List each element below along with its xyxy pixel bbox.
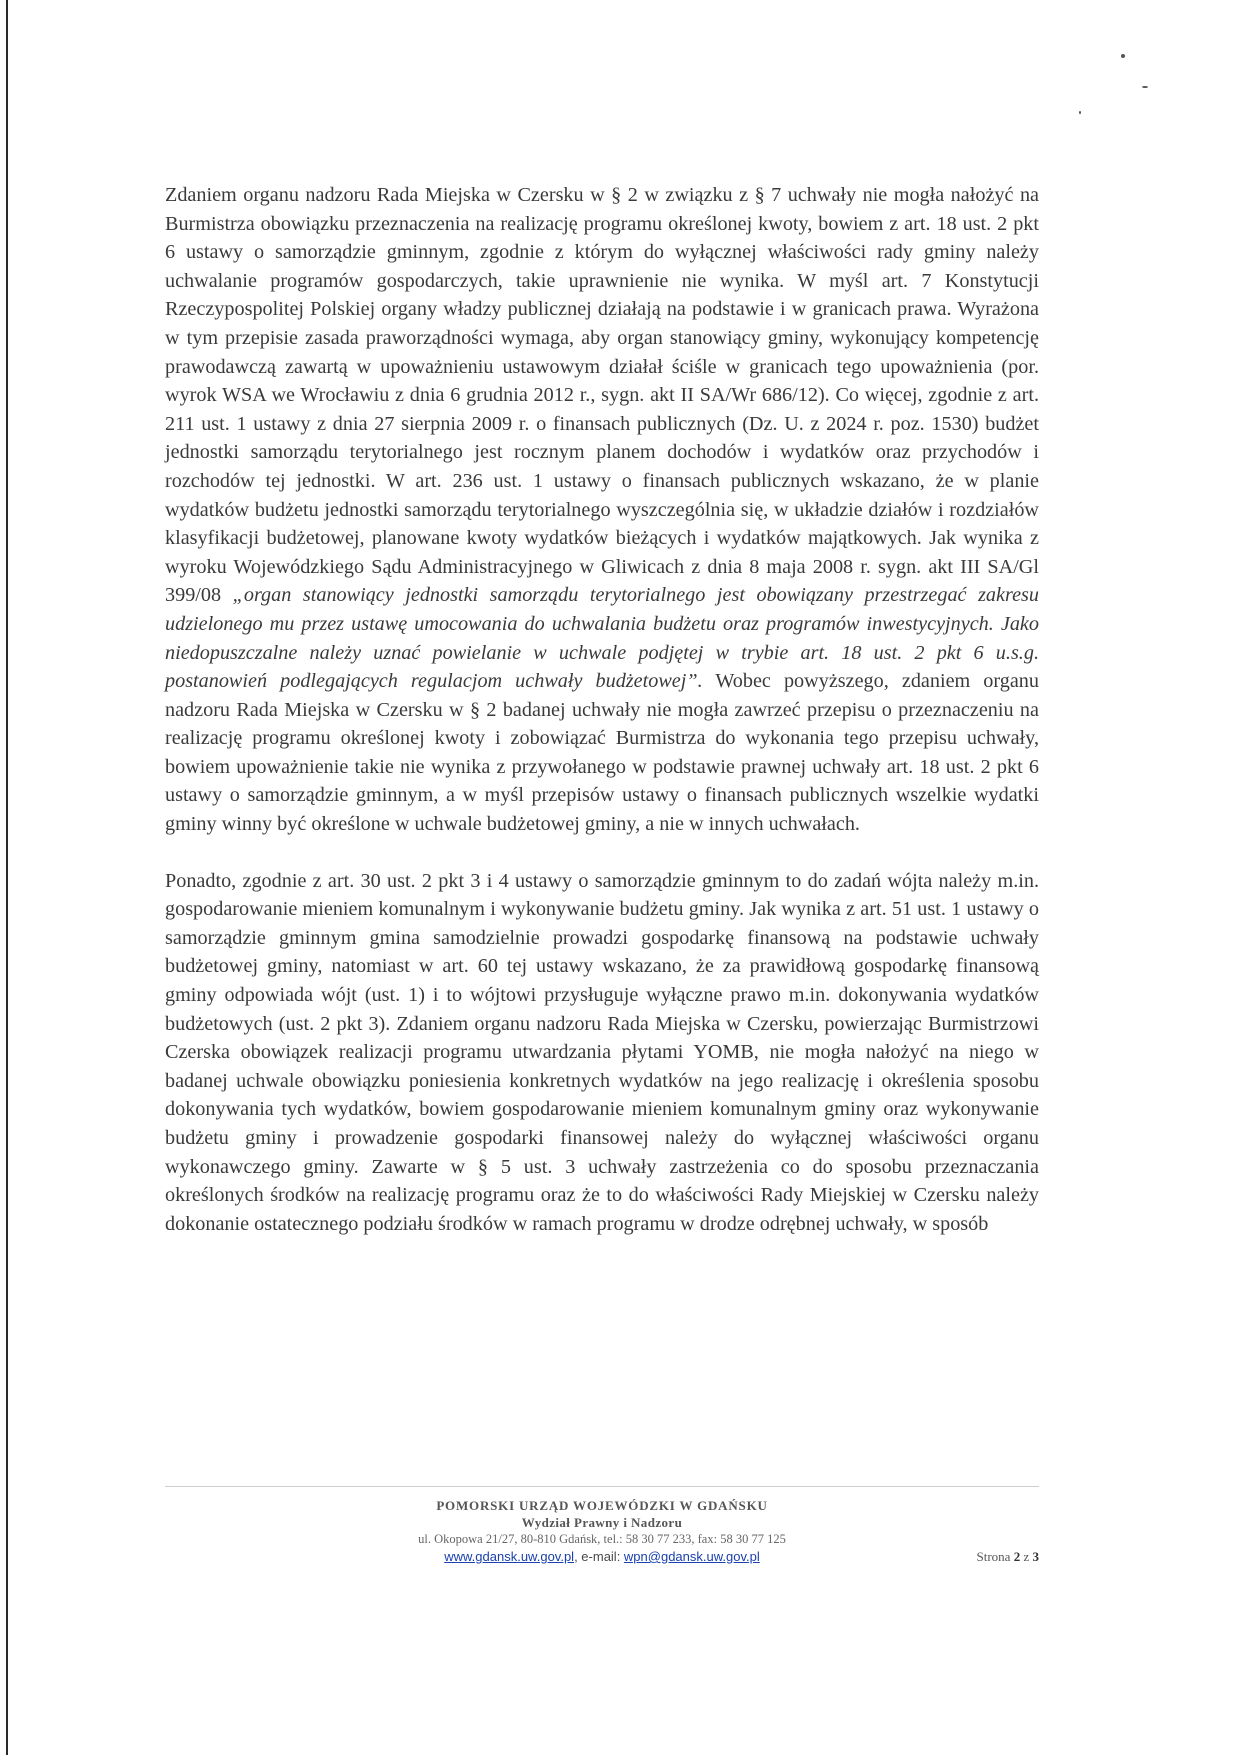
contact-links — [165, 1548, 1039, 1565]
scan-speck — [1121, 54, 1125, 58]
scan-speck — [1079, 111, 1081, 114]
scan-edge — [6, 0, 8, 1755]
paragraph-text: Zdaniem organu nadzoru Rada Miejska w Czersku w § 2 w związku z § 7 uchwały nie mogła nałożyć na Burmistrza obowiązku przeznaczenia na realizację programu określonej kwoty, bowiem z art. 18 ust. 2 pkt 6 ustawy o samorządzie gminnym, zgodnie z którym do wyłącznej właściwości rady gminy należy uchwalanie programów gospodarczych, takie uprawnienie nie wynika. W myśl art. 7 Konstytucji Rzeczypospolitej Polskiej organy władzy publicznej działają na podstawie i w granicach prawa. Wyrażona w tym przepisie zasada praworządności wymaga, aby organ stanowiący gminy, wykonujący kompetencję prawodawczą zawartą w upoważnieniu ustawowym działał ściśle w granicach tego upoważnienia (por. wyrok WSA we Wrocławiu z dnia 6 grudnia 2012 r., sygn. akt II SA/Wr 686/12). Co więcej, zgodnie z art. 211 ust. 1 ustawy z dnia 27 sierpnia 2009 r. o finansach publicznych (Dz. U. z 2024 r. poz. 1530) budżet jednostki samorządu terytorialnego jest rocznym planem dochodów i wydatków oraz przychodów i rozchodów tej jednostki. W art. 236 ust. 1 ustawy o finansach publicznych wskazano, że w planie wydatków budżetu jednostki samorządu terytorialnego wyszczególnia się, w układzie działów i rozdziałów klasyfikacji budżetowej, planowane kwoty wydatków bieżących i wydatków majątkowych. Jak wynika z wyroku Wojewódzkiego Sądu Administracyjnego w Gliwicach z dnia 8 maja 2008 r. sygn. akt III SA/Gl 399/08 — [165, 184, 1039, 607]
page-number: Strona 2 z 3 — [976, 1549, 1039, 1564]
office-name: POMORSKI URZĄD WOJEWÓDZKI W GDAŃSKU — [436, 1498, 768, 1513]
department-name: Wydział Prawny i Nadzoru — [521, 1515, 683, 1530]
paragraph: Ponadto, zgodnie z art. 30 ust. 2 pkt 3 i 4 ustawy o samorządzie gminnym to do zadań wójta należy m.in. gospodarowanie mieniem komunalnym i wykonywanie budżetu gminy. Jak wynika z art. 51 ust. 1 ustawy o samorządzie gminnym gmina samodzielnie prowadzi gospodarkę finansową na podstawie uchwały budżetowej gminy, natomiast w art. 60 tej ustawy wskazano, że za prawidłową gospodarkę finansową gminy odpowiada wójt (ust. 1) i to wójtowi przysługuje wyłączne prawo m.in. dokonywania wydatków budżetowych (ust. 2 pkt 3). Zdaniem organu nadzoru Rada Miejska w Czersku, powierzając Burmistrzowi Czerska obowiązek realizacji programu utwardzania płytami YOMB, nie mogła nałożyć na niego w badanej uchwale obowiązku poniesienia konkretnych wydatków na jego realizację i określenia sposobu dokonywania tych wydatków, bowiem gospodarowanie mieniem komunalnym gminy oraz wykonywanie budżetu gminy i prowadzenie gospodarki finansowej należy do wyłącznej właściwości organu wykonawczego gminy. Zawarte w § 5 ust. 3 uchwały zastrzeżenia co do sposobu przeznaczania określonych środków na realizację programu oraz że to do właściwości Rady Miejskiej w Czersku należy dokonanie ostatecznego podziału środków w ramach programu w drodze odrębnej uchwały, w sposób — [165, 869, 1039, 1235]
email-label: , e-mail: — [574, 1549, 624, 1564]
document-body — [165, 181, 1039, 1238]
court-ruling-quote: „organ stanowiący jednostki samorządu terytorialnego jest obowiązany przestrzegać zakresu udzielonego mu przez ustawę umocowania do uchwalania budżetu oraz programów inwestycyjnych. Jako niedopuszczalne należy uznać powielanie w uchwale podjętej w trybie art. 18 ust. 2 pkt 6 u.s.g. postanowień podlegających regulacjom uchwały budżetowej”. — [165, 584, 1039, 693]
paragraph — [165, 181, 1039, 839]
office-address: ul. Okopowa 21/27, 80-810 Gdańsk, tel.: 58 30 77 233, fax: 58 30 77 125 — [418, 1532, 786, 1546]
letterhead-footer — [165, 1486, 1039, 1565]
website-link[interactable]: www.gdansk.uw.gov.pl — [444, 1549, 575, 1564]
paragraph-text: Wobec powyższego, zdaniem organu nadzoru Rada Miejska w Czersku w § 2 badanej uchwały nie mogła zawrzeć przepisu o przeznaczeniu na realizację programu określonej kwoty i zobowiązać Burmistrza do wykonania tego przepisu uchwały, bowiem upoważnienie takie nie wynika z przywołanego w podstawie prawnej uchwały art. 18 ust. 2 pkt 6 ustawy o samorządzie gminnym, a w myśl przepisów ustawy o finansach publicznych wszelkie wydatki gminy winny być określone w uchwale budżetowej gminy, a nie w innych uchwałach. — [165, 670, 1039, 836]
email-link[interactable]: wpn@gdansk.uw.gov.pl — [623, 1549, 760, 1564]
scan-speck — [1142, 86, 1148, 88]
